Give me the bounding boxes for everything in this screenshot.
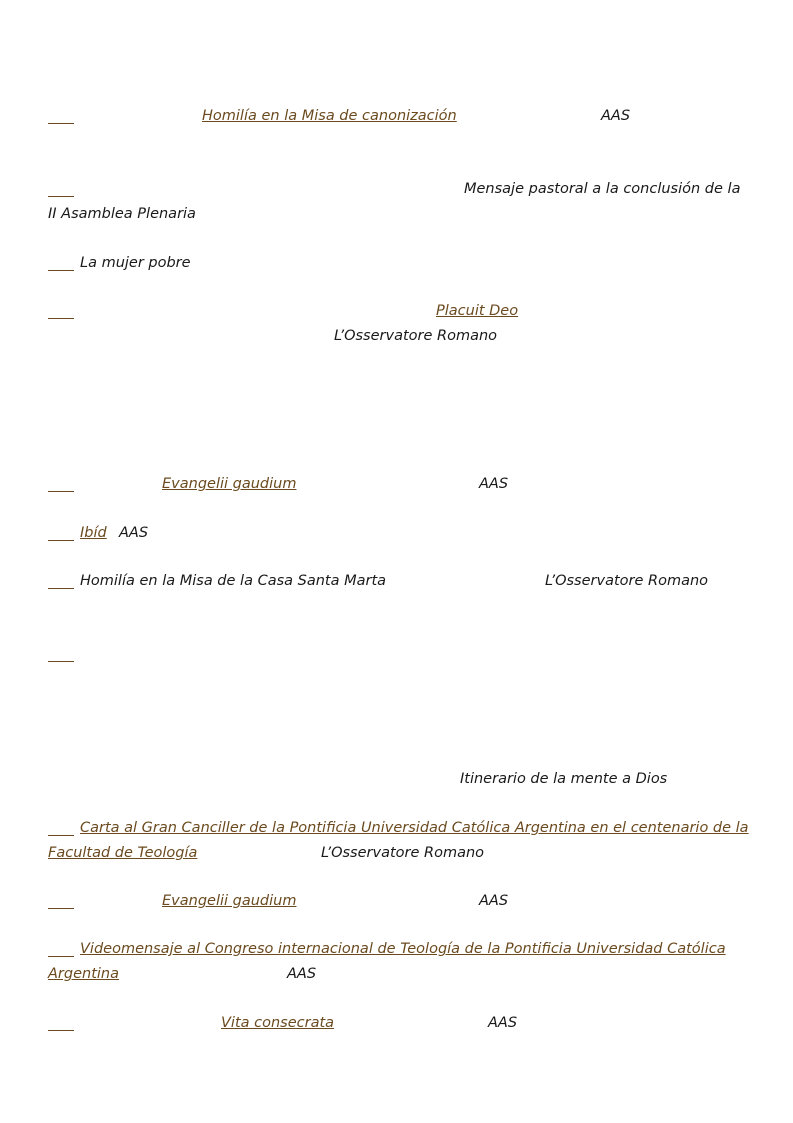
footnote-marker-8[interactable] xyxy=(48,661,74,662)
osservatore-ref-2: L’Osservatore Romano xyxy=(545,573,709,589)
aas-ref-2: AAS xyxy=(479,476,509,492)
link-placuit-deo[interactable]: Placuit Deo xyxy=(436,303,519,319)
itinerario-text: Itinerario de la mente a Dios xyxy=(460,771,668,787)
mensaje-pastoral-text: Mensaje pastoral a la conclusión de la xyxy=(464,181,741,197)
homilia-santa-marta-text: Homilía en la Misa de la Casa Santa Marta xyxy=(80,573,387,589)
footnote-marker-6[interactable] xyxy=(48,540,74,541)
aas-ref-1: AAS xyxy=(601,108,631,124)
asamblea-plenaria-text: II Asamblea Plenaria xyxy=(48,206,196,222)
footnote-marker-4[interactable] xyxy=(48,318,74,319)
link-videomensaje-congreso[interactable]: Videomensaje al Congreso internacional de Teología de la Pontificia Universidad Católica xyxy=(80,941,726,957)
footnote-marker-2[interactable] xyxy=(48,196,74,197)
osservatore-ref-3: L’Osservatore Romano xyxy=(321,845,485,861)
link-facultad-teologia[interactable]: Facultad de Teología xyxy=(48,845,198,861)
osservatore-ref-1: L’Osservatore Romano xyxy=(334,328,498,344)
footnote-marker-1[interactable] xyxy=(48,123,74,124)
link-ibid[interactable]: Ibíd xyxy=(80,525,107,541)
link-evangelii-gaudium-1[interactable]: Evangelii gaudium xyxy=(162,476,297,492)
aas-ref-4: AAS xyxy=(479,893,509,909)
link-homilia-canonizacion[interactable]: Homilía en la Misa de canonización xyxy=(202,108,457,124)
footnote-marker-5[interactable] xyxy=(48,491,74,492)
footnote-marker-11[interactable] xyxy=(48,956,74,957)
link-vita-consecrata[interactable]: Vita consecrata xyxy=(221,1015,335,1031)
aas-ref-6: AAS xyxy=(488,1015,518,1031)
footnote-marker-7[interactable] xyxy=(48,588,74,589)
mujer-pobre-text: La mujer pobre xyxy=(80,255,191,271)
footnote-marker-3[interactable] xyxy=(48,270,74,271)
link-carta-gran-canciller[interactable]: Carta al Gran Canciller de la Pontificia Universidad Católica Argentina en el centenario de la xyxy=(80,820,749,836)
footnote-marker-9[interactable] xyxy=(48,835,74,836)
aas-ref-3: AAS xyxy=(119,525,149,541)
footnote-marker-12[interactable] xyxy=(48,1030,74,1031)
footnote-marker-10[interactable] xyxy=(48,908,74,909)
aas-ref-5: AAS xyxy=(287,966,317,982)
link-evangelii-gaudium-2[interactable]: Evangelii gaudium xyxy=(162,893,297,909)
link-argentina[interactable]: Argentina xyxy=(48,966,119,982)
